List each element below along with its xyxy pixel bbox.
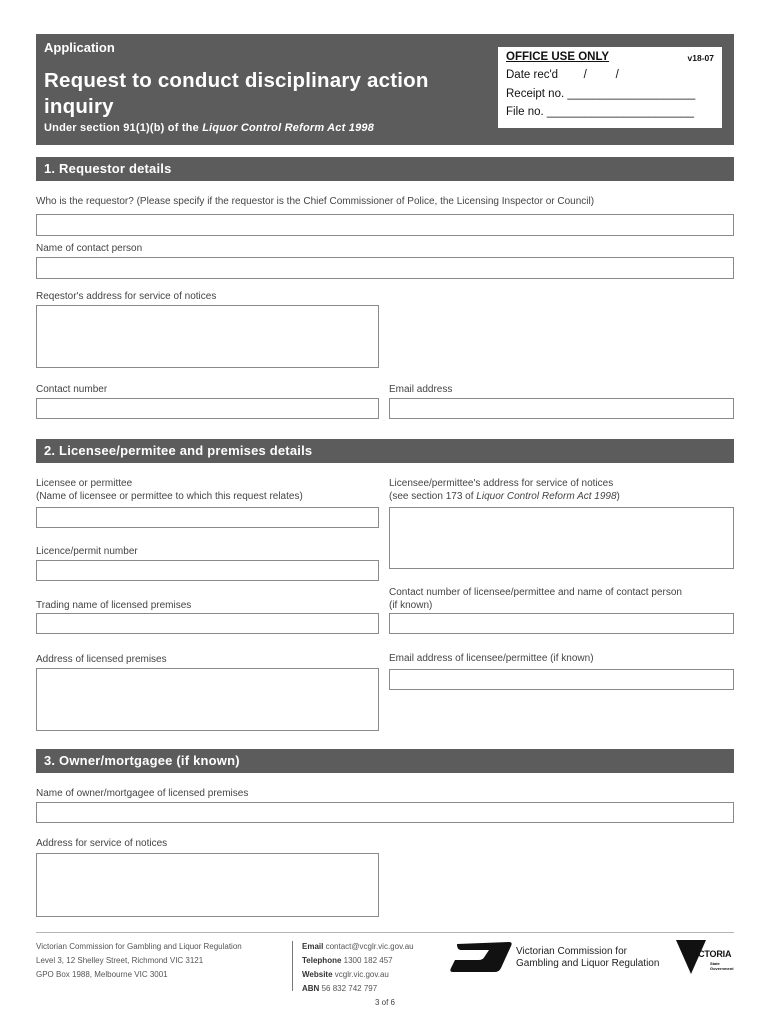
state-government-text [710,961,734,971]
licensee-address-suffix: ) [616,490,620,502]
email-address-input[interactable] [389,398,734,419]
section-3-heading: 3. Owner/mortgagee (if known) [36,749,734,773]
victoria-logo-text: VICTORIA [690,949,732,959]
footer-address-1: Level 3, 12 Shelley Street, Richmond VIC 3121 [36,956,204,965]
licensee-address-prefix: (see section 173 of [389,490,477,502]
owner-name-input[interactable] [36,802,734,823]
footer-abn-label: ABN [302,984,320,993]
vcglr-logo-text [516,946,659,970]
section-2-heading: 2. Licensee/permitee and premises details [36,439,734,463]
victoria-government-logo [676,940,736,976]
date-received-line: Date rec'd / / [506,69,619,81]
requestor-address-label: Reqestor's address for service of notices [36,291,217,302]
office-use-title: OFFICE USE ONLY [506,51,610,63]
footer-website[interactable]: vcglr.vic.gov.au [334,970,389,979]
premises-address-input[interactable] [36,668,379,731]
licensee-label-line-2: (Name of licensee or permittee to which this request relates) [36,490,303,502]
footer-divider [36,932,734,933]
licensee-label-line-1: Licensee or permittee [36,478,133,489]
page-number: 3 of 6 [374,998,395,1007]
licensee-contact-number-input[interactable] [389,613,734,634]
footer-email-label: Email [302,942,324,951]
licensee-contact-number-label [389,587,682,612]
footer-website-label: Website [302,970,333,979]
licensee-address-label-line-1: Licensee/permittee's address for service of notices [389,478,614,489]
licensee-contact-number-label-line-1: Contact number of licensee/permittee and name of contact person [389,587,682,598]
licensee-email-label: Email address of licensee/permittee (if known) [389,653,594,664]
email-address-label: Email address [389,384,453,395]
form-header [36,34,734,145]
licensee-address-label [389,478,620,503]
contact-number-input[interactable] [36,398,379,419]
owner-address-input[interactable] [36,853,379,917]
form-version: v18-07 [687,53,714,63]
who-is-requestor-label: Who is the requestor? (Please specify if the requestor is the Chief Commissioner of Police, the Licensing Inspector or Council) [36,196,595,207]
footer-vertical-divider [292,941,293,991]
state-text: State [710,961,720,966]
licensee-email-input[interactable] [389,669,734,690]
licensee-address-act: Liquor Control Reform Act 1998 [476,490,617,502]
receipt-number-line: Receipt no. ____________________ [506,88,696,100]
contact-person-label: Name of contact person [36,243,143,254]
form-subtitle [44,122,374,134]
footer-telephone: 1300 182 457 [343,956,393,965]
footer-address-block [36,940,242,982]
office-use-box [498,47,722,128]
footer-address-2: GPO Box 1988, Melbourne VIC 3001 [36,970,168,979]
footer-telephone-label: Telephone [302,956,342,965]
licensee-label [36,478,303,503]
footer-contact-block [302,940,414,996]
premises-address-label: Address of licensed premises [36,654,167,665]
contact-number-label: Contact number [36,384,108,395]
licensee-input[interactable] [36,507,379,528]
subtitle-prefix: Under section 91(1)(b) of the [44,122,203,134]
licensee-address-input[interactable] [389,507,734,569]
requestor-address-input[interactable] [36,305,379,368]
owner-name-label: Name of owner/mortgagee of licensed premises [36,788,249,799]
trading-name-label: Trading name of licensed premises [36,600,192,611]
contact-person-input[interactable] [36,257,734,279]
footer-abn: 56 832 742 797 [321,984,378,993]
licence-number-label: Licence/permit number [36,546,138,557]
licence-number-input[interactable] [36,560,379,581]
form-category: Application [44,40,115,55]
licensee-contact-number-label-line-2: (if known) [389,599,433,611]
who-is-requestor-input[interactable] [36,214,734,236]
licensee-address-label-line-2 [389,491,620,504]
footer-email[interactable]: contact@vcglr.vic.gov.au [325,942,414,951]
government-text: Government [710,966,734,971]
vcglr-logo-text-2: Gambling and Liquor Regulation [516,958,660,969]
form-title: Request to conduct disciplinary action inquiry [44,69,429,118]
subtitle-act: Liquor Control Reform Act 1998 [202,122,375,134]
section-1-heading: 1. Requestor details [36,157,734,181]
owner-address-label: Address for service of notices [36,838,168,849]
vcglr-logo-text-1: Victorian Commission for [516,946,627,957]
file-number-line: File no. _______________________ [506,106,695,118]
trading-name-input[interactable] [36,613,379,634]
footer-org: Victorian Commission for Gambling and Liquor Regulation [36,942,242,951]
vcglr-logo-icon [449,940,513,974]
